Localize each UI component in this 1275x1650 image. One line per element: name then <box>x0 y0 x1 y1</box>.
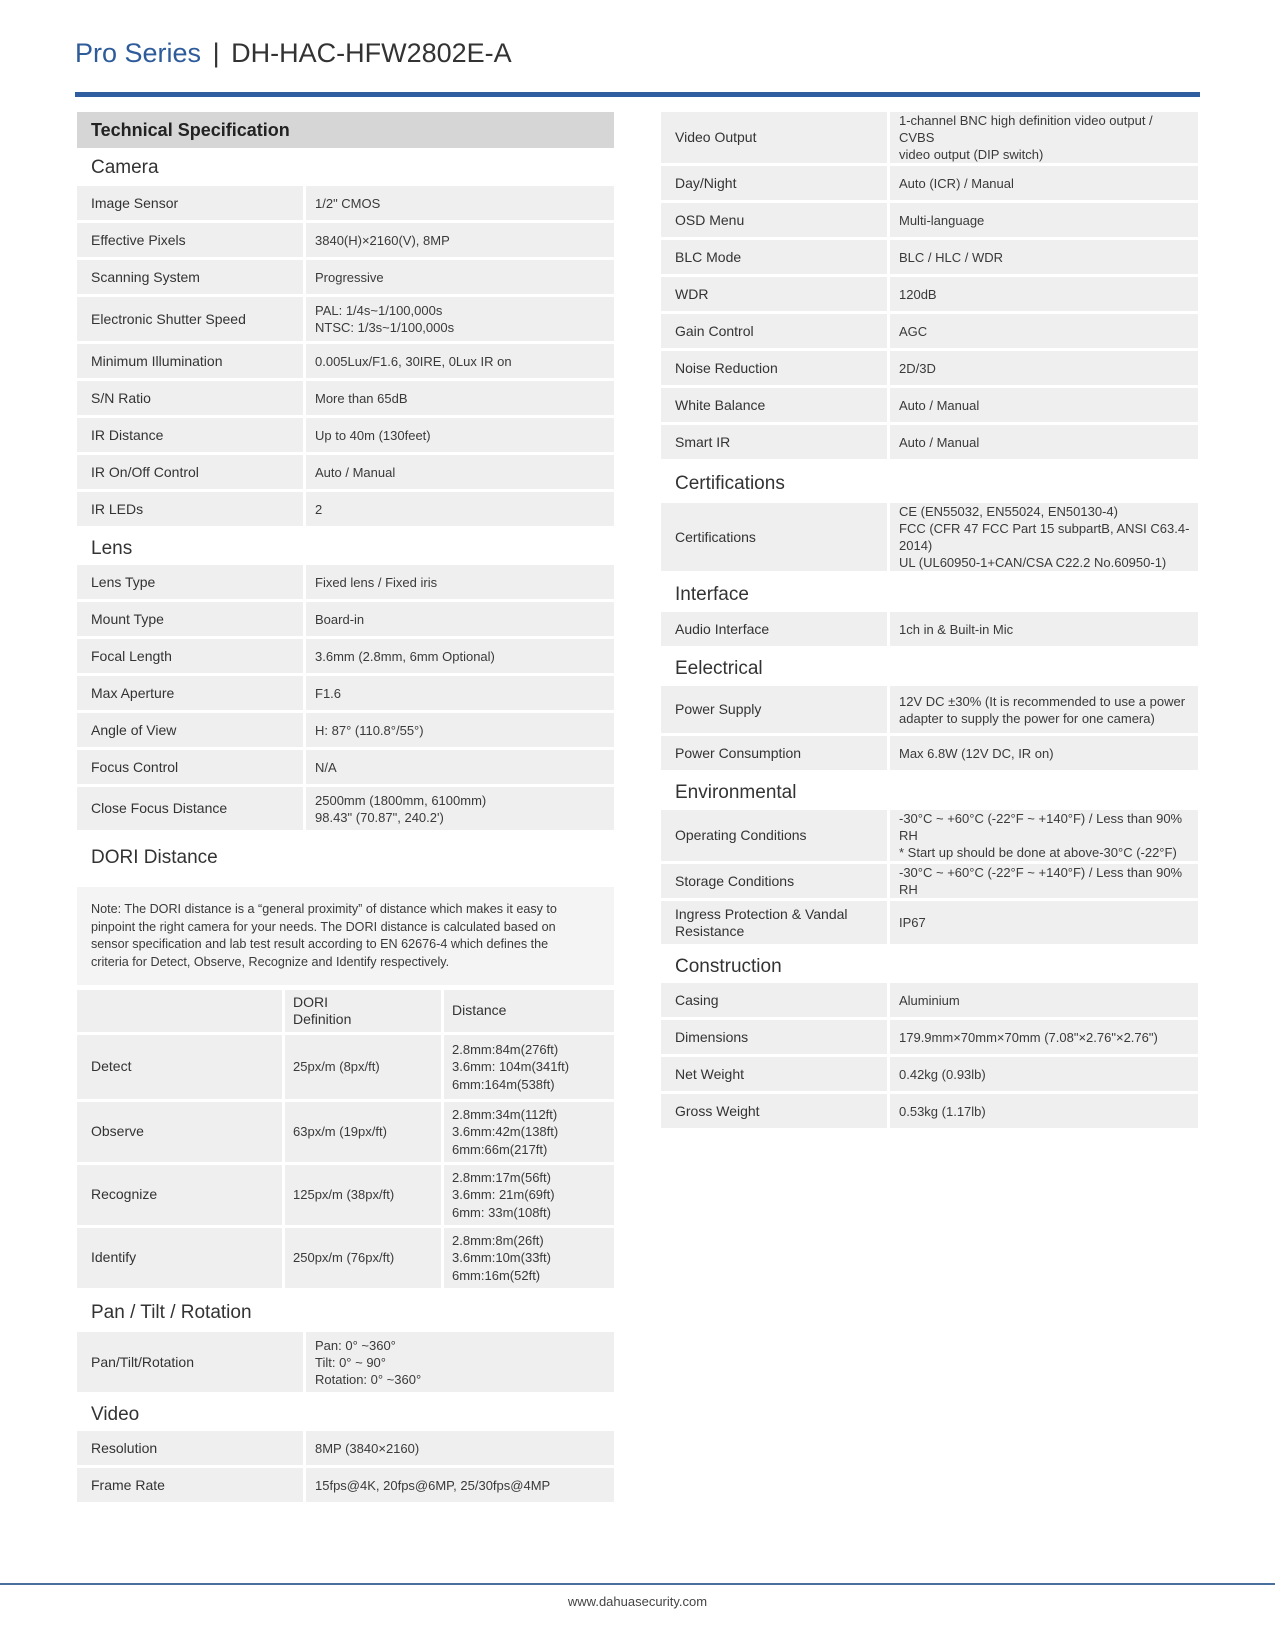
spec-value-line: PAL: 1/4s~1/100,000s <box>315 303 443 318</box>
dori-table <box>77 987 614 1291</box>
spec-label: IR On/Off Control <box>77 455 306 489</box>
spec-title: Technical Specification <box>77 112 614 148</box>
section-title-electrical: Eelectrical <box>675 658 763 679</box>
spec-value-line: 2D/3D <box>899 360 936 376</box>
header-rule <box>75 92 1200 97</box>
spec-table-interface <box>661 609 1198 649</box>
spec-value <box>890 314 1198 348</box>
spec-value-line: 3.6mm (2.8mm, 6mm Optional) <box>315 648 495 664</box>
spec-value <box>306 455 614 489</box>
spec-value-line: Multi-language <box>899 212 985 228</box>
spec-label: Dimensions <box>661 1020 890 1054</box>
spec-value <box>306 750 614 784</box>
spec-value <box>890 388 1198 422</box>
spec-value-line: adapter to supply the power for one camera) <box>899 710 1155 726</box>
spec-value <box>890 901 1198 944</box>
spec-label: Power Consumption <box>661 736 890 770</box>
spec-value <box>306 1332 614 1392</box>
spec-value <box>890 810 1198 861</box>
dori-label: Detect <box>77 1035 285 1099</box>
section-title-certifications: Certifications <box>675 473 785 494</box>
spec-table-video <box>77 1428 614 1505</box>
spec-row <box>77 297 614 341</box>
spec-value-line: Auto / Manual <box>315 464 396 480</box>
spec-row <box>77 1468 614 1502</box>
spec-value <box>890 425 1198 459</box>
right-column <box>661 112 1198 1131</box>
spec-value-line: 2500mm (1800mm, 6100mm) <box>315 792 487 808</box>
spec-label: Scanning System <box>77 260 306 294</box>
spec-value-line: 12V DC ±30% (It is recommended to use a power <box>899 693 1186 709</box>
spec-label: IR Distance <box>77 418 306 452</box>
spec-value <box>306 602 614 636</box>
spec-value-line: N/A <box>315 759 337 775</box>
spec-row <box>77 787 614 830</box>
spec-row <box>77 639 614 673</box>
spec-value-line: IP67 <box>899 915 926 930</box>
spec-table-construction <box>661 980 1198 1131</box>
spec-row <box>77 223 614 257</box>
spec-label: White Balance <box>661 388 890 422</box>
spec-label: IR LEDs <box>77 492 306 526</box>
spec-label: Effective Pixels <box>77 223 306 257</box>
spec-row <box>661 612 1198 646</box>
spec-value-line: Fixed lens / Fixed iris <box>315 574 438 590</box>
dori-distance-line: 2.8mm:84m(276ft) <box>452 1041 559 1057</box>
spec-value-line: More than 65dB <box>315 390 408 406</box>
spec-row <box>77 344 614 378</box>
spec-table-certifications <box>661 500 1198 574</box>
spec-label: Minimum Illumination <box>77 344 306 378</box>
dori-header-definition-line: Definition <box>293 1011 352 1027</box>
dori-label: Recognize <box>77 1165 285 1225</box>
spec-row <box>661 203 1198 237</box>
spec-label: Max Aperture <box>77 676 306 710</box>
spec-label: Electronic Shutter Speed <box>77 297 306 341</box>
spec-row <box>661 425 1198 459</box>
spec-value <box>890 1057 1198 1091</box>
spec-row <box>77 676 614 710</box>
spec-value-line: H: 87° (110.8°/55°) <box>315 722 424 738</box>
dori-header-definition <box>285 990 444 1032</box>
spec-value <box>306 676 614 710</box>
spec-value-line: * Start up should be done at above-30°C (-22°F) <box>899 845 1177 860</box>
dori-header-distance: Distance <box>444 990 614 1032</box>
dori-distance-line: 6mm:164m(538ft) <box>452 1076 555 1092</box>
page-title <box>75 38 512 69</box>
dori-row <box>77 1035 614 1099</box>
spec-value-line: 1/2" CMOS <box>315 195 381 211</box>
spec-row <box>77 381 614 415</box>
spec-value-line: 0.53kg (1.17lb) <box>899 1103 986 1119</box>
spec-value <box>890 351 1198 385</box>
dori-distance-line: 6mm: 33m(108ft) <box>452 1204 551 1220</box>
spec-value-line: video output (DIP switch) <box>899 147 1044 162</box>
spec-value-line: 0.42kg (0.93lb) <box>899 1066 986 1082</box>
spec-label: Close Focus Distance <box>77 787 306 830</box>
dori-definition: 63px/m (19px/ft) <box>285 1102 444 1162</box>
spec-row <box>661 112 1198 163</box>
spec-value <box>306 344 614 378</box>
spec-value-line: 2 <box>315 501 323 517</box>
footer-url: www.dahuasecurity.com <box>567 1594 708 1609</box>
spec-value <box>306 260 614 294</box>
spec-label: Operating Conditions <box>661 810 890 861</box>
spec-label: OSD Menu <box>661 203 890 237</box>
spec-row <box>77 750 614 784</box>
spec-row <box>661 240 1198 274</box>
section-title-interface: Interface <box>675 584 749 605</box>
spec-value <box>890 277 1198 311</box>
spec-value <box>890 612 1198 646</box>
section-title-video: Video <box>91 1404 140 1425</box>
spec-table-electrical <box>661 683 1198 773</box>
spec-value <box>306 418 614 452</box>
spec-label: Resolution <box>77 1431 306 1465</box>
spec-label: Power Supply <box>661 686 890 733</box>
dori-label: Observe <box>77 1102 285 1162</box>
dori-distance-line: 3.6mm: 104m(341ft) <box>452 1059 570 1075</box>
spec-value-line: BLC / HLC / WDR <box>899 249 1004 265</box>
spec-value-line: 8MP (3840×2160) <box>315 1440 420 1456</box>
spec-value <box>306 713 614 747</box>
spec-value-line: Max 6.8W (12V DC, IR on) <box>899 745 1054 761</box>
spec-value <box>890 203 1198 237</box>
spec-label: Lens Type <box>77 565 306 599</box>
spec-table-environmental <box>661 807 1198 947</box>
spec-value <box>306 1431 614 1465</box>
spec-label: Day/Night <box>661 166 890 200</box>
dori-header-definition-line: DORI <box>293 993 328 1010</box>
spec-value-line: 179.9mm×70mm×70mm (7.08"×2.76"×2.76") <box>899 1029 1158 1045</box>
spec-label: Casing <box>661 983 890 1017</box>
spec-row <box>77 455 614 489</box>
spec-row <box>661 388 1198 422</box>
spec-label: Mount Type <box>77 602 306 636</box>
spec-label: Net Weight <box>661 1057 890 1091</box>
spec-value <box>306 381 614 415</box>
spec-value <box>306 565 614 599</box>
spec-label: Video Output <box>661 112 890 163</box>
spec-value <box>306 787 614 830</box>
spec-table-video-cont <box>661 109 1198 462</box>
spec-value <box>890 983 1198 1017</box>
spec-row <box>661 983 1198 1017</box>
spec-value-line: FCC (CFR 47 FCC Part 15 subpartB, ANSI C63.4-2014) <box>899 521 1190 553</box>
spec-value-line: Up to 40m (130feet) <box>315 427 431 443</box>
spec-value <box>306 186 614 220</box>
spec-label: S/N Ratio <box>77 381 306 415</box>
spec-row <box>661 351 1198 385</box>
dori-distance-line: 3.6mm: 21m(69ft) <box>452 1187 555 1203</box>
dori-definition: 125px/m (38px/ft) <box>285 1165 444 1225</box>
spec-label: Certifications <box>661 503 890 571</box>
spec-label: Smart IR <box>661 425 890 459</box>
spec-row <box>77 1332 614 1392</box>
dori-distance-line: 6mm:66m(217ft) <box>452 1141 548 1157</box>
spec-label: Gain Control <box>661 314 890 348</box>
spec-label: Focus Control <box>77 750 306 784</box>
section-title-construction: Construction <box>675 956 782 977</box>
dori-distance <box>444 1102 614 1162</box>
spec-label: Audio Interface <box>661 612 890 646</box>
spec-row <box>661 1057 1198 1091</box>
spec-row <box>661 503 1198 571</box>
spec-value-line: 15fps@4K, 20fps@6MP, 25/30fps@4MP <box>315 1477 551 1493</box>
dori-distance-line: 3.6mm:42m(138ft) <box>452 1124 559 1140</box>
spec-value-line: AGC <box>899 323 928 339</box>
spec-label: WDR <box>661 277 890 311</box>
spec-value <box>306 639 614 673</box>
spec-value <box>890 686 1198 733</box>
spec-value-line: Auto / Manual <box>899 397 980 413</box>
footer-rule <box>0 1583 1275 1585</box>
dori-distance-line: 3.6mm:10m(33ft) <box>452 1250 551 1266</box>
dori-label: Identify <box>77 1228 285 1288</box>
spec-value-line: F1.6 <box>315 685 342 701</box>
spec-value-line: NTSC: 1/3s~1/100,000s <box>315 320 455 335</box>
spec-table-camera <box>77 183 614 529</box>
spec-label: Noise Reduction <box>661 351 890 385</box>
spec-label: BLC Mode <box>661 240 890 274</box>
series-name: Pro Series <box>75 38 202 68</box>
spec-value <box>306 223 614 257</box>
dori-row <box>77 1102 614 1162</box>
spec-label: Pan/Tilt/Rotation <box>77 1332 306 1392</box>
spec-value-line: Pan: 0° ~360° <box>315 1337 396 1353</box>
dori-row <box>77 1165 614 1225</box>
model-name: DH-HAC-HFW2802E-A <box>231 38 512 68</box>
spec-row <box>77 713 614 747</box>
spec-value-line: 1-channel BNC high definition video output / CVBS <box>899 113 1153 145</box>
dori-distance <box>444 1035 614 1099</box>
dori-header-row <box>77 990 614 1032</box>
spec-row <box>77 565 614 599</box>
dori-distance-line: 2.8mm:34m(112ft) <box>452 1106 558 1122</box>
dori-row <box>77 1228 614 1288</box>
spec-label: Gross Weight <box>661 1094 890 1128</box>
spec-value <box>890 864 1198 898</box>
spec-row <box>77 492 614 526</box>
spec-table-pan-tilt <box>77 1329 614 1395</box>
spec-row <box>77 418 614 452</box>
spec-row <box>661 901 1198 944</box>
title-separator: | <box>212 38 220 68</box>
spec-value-line: Tilt: 0° ~ 90° <box>315 1354 386 1370</box>
spec-value <box>890 240 1198 274</box>
spec-value-line: Auto / Manual <box>899 434 980 450</box>
spec-label: Frame Rate <box>77 1468 306 1502</box>
spec-value-line: 0.005Lux/F1.6, 30IRE, 0Lux IR on <box>315 353 512 369</box>
dori-note: Note: The DORI distance is a “general proximity” of distance which makes it easy to pinpoint the right camera for your needs. The DORI distance is calculated based on sensor specification and lab test result according to EN 62676-4 which defines the criteria for Detect, Observe, Recognize and Identify respectively. <box>77 887 614 985</box>
spec-value-line: 120dB <box>899 286 937 302</box>
spec-value-line: 98.43" (70.87", 240.2') <box>315 809 444 825</box>
spec-value <box>890 1094 1198 1128</box>
spec-value-line: Board-in <box>315 611 365 627</box>
spec-value <box>306 1468 614 1502</box>
spec-value-line: CE (EN55032, EN55024, EN50130-4) <box>899 504 1118 519</box>
section-title-lens: Lens <box>91 538 133 559</box>
spec-value-line: -30°C ~ +60°C (-22°F ~ +140°F) / Less than 90% RH <box>899 865 1183 897</box>
spec-value-line: Progressive <box>315 269 384 285</box>
dori-distance-line: 2.8mm:8m(26ft) <box>452 1232 544 1248</box>
dori-header-blank <box>77 990 285 1032</box>
spec-label: Image Sensor <box>77 186 306 220</box>
spec-row <box>77 260 614 294</box>
section-title-dori: DORI Distance <box>91 847 218 868</box>
spec-row <box>661 314 1198 348</box>
spec-row <box>661 277 1198 311</box>
spec-value <box>306 297 614 341</box>
spec-value-line: 1ch in & Built-in Mic <box>899 621 1014 637</box>
spec-value-line: Rotation: 0° ~360° <box>315 1371 422 1387</box>
section-title-pan-tilt: Pan / Tilt / Rotation <box>91 1302 252 1323</box>
spec-row <box>661 736 1198 770</box>
spec-row <box>661 686 1198 733</box>
dori-distance-line: 2.8mm:17m(56ft) <box>452 1169 551 1185</box>
left-column <box>77 112 614 1505</box>
dori-distance <box>444 1228 614 1288</box>
spec-value <box>890 1020 1198 1054</box>
spec-value-line: -30°C ~ +60°C (-22°F ~ +140°F) / Less than 90% RH <box>899 811 1183 843</box>
spec-value-line: Aluminium <box>899 992 960 1008</box>
spec-value <box>306 492 614 526</box>
spec-row <box>77 602 614 636</box>
dori-body <box>77 1035 614 1288</box>
dori-definition: 25px/m (8px/ft) <box>285 1035 444 1099</box>
spec-value-line: UL (UL60950-1+CAN/CSA C22.2 No.60950-1) <box>899 555 1167 570</box>
spec-value <box>890 736 1198 770</box>
spec-label: Focal Length <box>77 639 306 673</box>
spec-label: Ingress Protection & Vandal Resistance <box>661 901 890 944</box>
spec-row <box>661 810 1198 861</box>
section-title-camera: Camera <box>91 157 159 178</box>
section-title-environmental: Environmental <box>675 782 797 803</box>
spec-value <box>890 112 1198 163</box>
dori-distance-line: 6mm:16m(52ft) <box>452 1267 541 1283</box>
spec-value <box>890 503 1198 571</box>
spec-value-line: 3840(H)×2160(V), 8MP <box>315 232 450 248</box>
spec-row <box>77 1431 614 1465</box>
spec-row <box>661 1020 1198 1054</box>
spec-label: Angle of View <box>77 713 306 747</box>
spec-value-line: Auto (ICR) / Manual <box>899 175 1014 191</box>
spec-label: Storage Conditions <box>661 864 890 898</box>
dori-distance <box>444 1165 614 1225</box>
spec-table-lens <box>77 562 614 833</box>
spec-row <box>661 864 1198 898</box>
spec-row <box>77 186 614 220</box>
spec-value <box>890 166 1198 200</box>
spec-row <box>661 1094 1198 1128</box>
spec-row <box>661 166 1198 200</box>
dori-definition: 250px/m (76px/ft) <box>285 1228 444 1288</box>
